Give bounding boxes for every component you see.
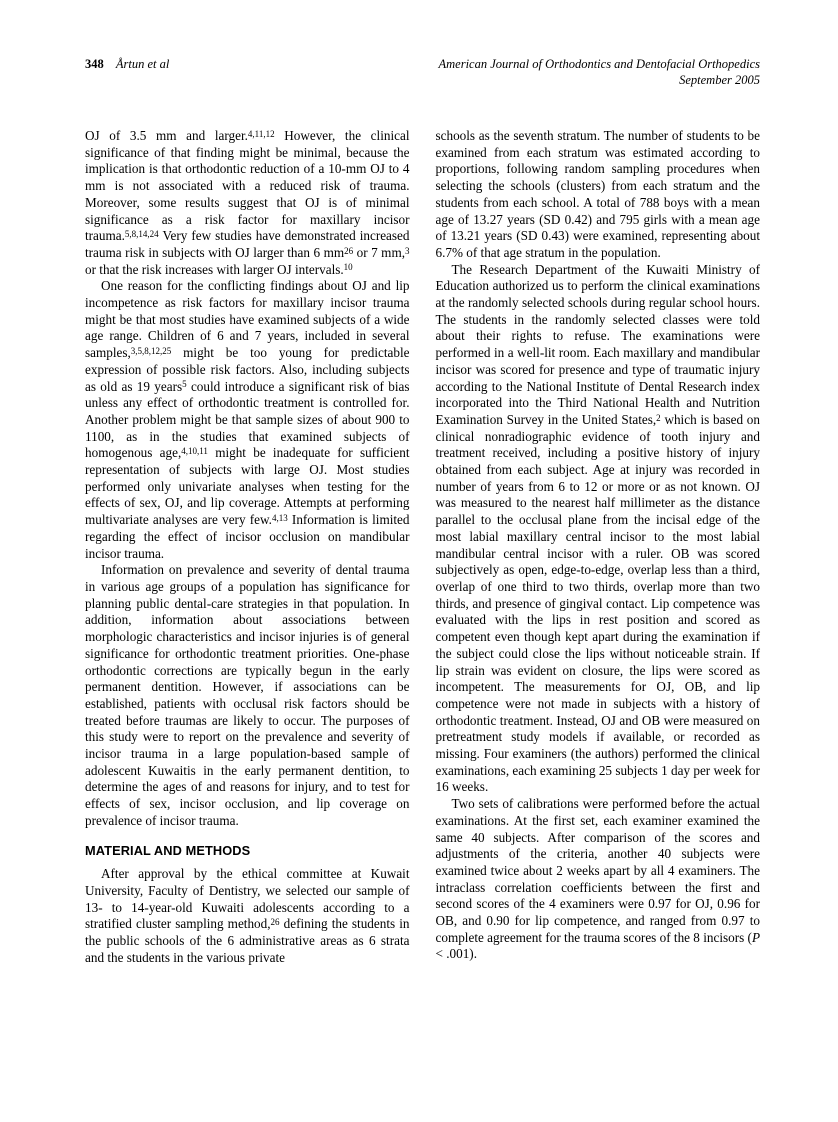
paragraph: Two sets of calibrations were performed before the actual examinations. At the first set, each examiner examined the same 40 subjects. After comparison of the scores and adjustments of the criteria, another 40 subjects were examined twice about 2 weeks apart by all 4 examiners. The intraclass correlation coefficients between the first and second scores of the 4 examiners were 0.97 for OJ, 0.96 for OB, and 0.90 for lip competence, and ranged from 0.97 to complete agreement for the trauma scores of the 8 incisors (P < .001). xyxy=(435,796,760,962)
reference-superscript: 2 xyxy=(656,412,661,423)
journal-name: American Journal of Orthodontics and Dentofacial Orthopedics xyxy=(438,57,760,71)
journal-date: September 2005 xyxy=(679,72,760,87)
section-heading: MATERIAL AND METHODS xyxy=(85,842,251,858)
italic-symbol: P xyxy=(751,929,760,945)
running-head-right xyxy=(439,57,761,88)
reference-superscript: 4,10,11 xyxy=(181,446,208,457)
page-header xyxy=(85,57,760,88)
paragraph: The Research Department of the Kuwaiti Ministry of Education authorized us to perform the clinical examinations at the randomly selected schools during regular school hours. The students in the randomly selected classes were told about their rights to refuse. The examinations were performed in a well-lit room. Each maxillary and mandibular incisor was scored for presence and type of traumatic injury according to the National Institute of Dental Research index incorporated into the Third National Health and Nutrition Examination Survey in the United States,$^2$ which is based on clinical nonradiographic evidence of tooth injury and treatment received, including a positive history of injury obtained from each subject. Age at injury was recorded in number of years from 6 to 12 or more or as not known. OJ was measured to the nearest half millimeter as the distance parallel to the occlusal plane from the incisal edge of the most labial maxillary central incisor to the most labial mandibular central incisor with a ruler. OB was scored subjectively as open, edge-to-edge, overlap less than a third, overlap of one third to two thirds, overlap more than two thirds, and presence of gingival contact. Lip competence was evaluated with the lips in rest position and scored as competent even though kept apart during the examination if the subject could close the lips without noticeable strain. If lip strain was evident on closure, the lips were scored as incompetent. The measurements for OJ, OB, and lip competence were not made in subjects with a history of orthodontic treatment. Instead, OJ and OB were measured on pretreatment study models if available, or recorded as missing. Four examiners (the authors) performed the clinical examinations, each examining 25 subjects 1 day per week for 16 weeks. xyxy=(435,261,760,795)
reference-superscript: 5 xyxy=(182,379,187,390)
reference-superscript: 3,5,8,12,25 xyxy=(130,346,172,356)
reference-superscript: 5,8,14,24 xyxy=(124,229,159,240)
two-column-body xyxy=(85,128,760,966)
running-head-authors: Årtun et al xyxy=(115,57,170,71)
right-column xyxy=(436,128,761,966)
reference-superscript: 10 xyxy=(343,262,353,273)
left-column xyxy=(85,128,410,966)
paragraph: After approval by the ethical committee at Kuwait University, Faculty of Dentistry, we selected our sample of 13- to 14-year-old Kuwaiti adolescents according to a stratified cluster sampling method,$^{26}$ defining the students in the public schools of the 6 administrative areas as 6 strata and the students in the various private xyxy=(85,866,410,965)
reference-superscript: 4,13 xyxy=(271,513,288,524)
page-number: 348 xyxy=(85,57,104,71)
paragraph: schools as the seventh stratum. The number of students to be examined from each stratum was estimated according to proportions, following random sampling procedures when selecting the schools (clusters) from each stratum and the students from each school. A total of 788 boys with a mean age of 13.27 years (SD 0.42) and 795 girls with a mean age of 13.21 years (SD 0.43) were examined, representing about 6.7% of that age stratum in the population. xyxy=(435,128,760,260)
reference-superscript: 4,11,12 xyxy=(247,128,275,139)
running-head-left xyxy=(85,57,169,72)
paragraph: One reason for the conflicting findings about OJ and lip incompetence as risk factors for maxillary incisor trauma might be that most studies have examined subjects of a wide age range. Children of 6 and 7 years, included in several samples,$^{3,5,8,12,25}$ might be too young for predictable expression of possible risk factors. Also, including subjects as old as 19 years$^5$ could introduce a significant risk of bias unless any effect of orthodontic treatment is controlled for. Another problem might be that sample sizes of about 900 to 1100, as in the studies that examined subjects of homogenous age,$^{4,10,11}$ might be inadequate for sufficient representation of subjects with large OJ. Most studies performed only univariate analyses when testing for the effects of sex, OJ, and lip coverage. Attempts at performing multivariate analyses are very few.$^{4,13}$ Information is limited regarding the effect of incisor occlusion on mandibular incisor trauma. xyxy=(85,278,410,561)
reference-superscript: 3 xyxy=(405,245,410,256)
paragraph: OJ of 3.5 mm and larger.$^{4,11,12}$ However, the clinical significance of that finding might be minimal, because the implication is that orthodontic reduction of a 10-mm OJ to 4 mm is not associated with a reduced risk of trauma. Moreover, some results suggest that OJ is of minimal significance as a risk factor for maxillary incisor trauma.$^{5,8,14,24}$ Very few studies have demonstrated increased trauma risk in subjects with OJ larger than 6 mm$^{26}$ or 7 mm,$^3$ or that the risk increases with larger OJ intervals.$^{10}$ xyxy=(85,128,410,277)
reference-superscript: 26 xyxy=(344,245,354,256)
reference-superscript: 26 xyxy=(270,917,280,928)
paragraph: Information on prevalence and severity of dental trauma in various age groups of a population has significance for planning public dental-care strategies in that population. In addition, information about associations between morphologic characteristics and incisor injuries is of general significance for orthodontic treatment priorities. One-phase orthodontic corrections are typically begun in the early permanent dentition. However, if associations can be established, patients with occlusal risk factors should be treated before traumas are likely to occur. The purposes of this study were to report on the prevalence and severity of incisor trauma in a large population-based sample of adolescent Kuwaitis in the early permanent dentition, to determine the ages of and reasons for injury, and to test for effects of sex, incisor occlusion, and lip coverage on prevalence of incisor trauma. xyxy=(85,562,410,828)
